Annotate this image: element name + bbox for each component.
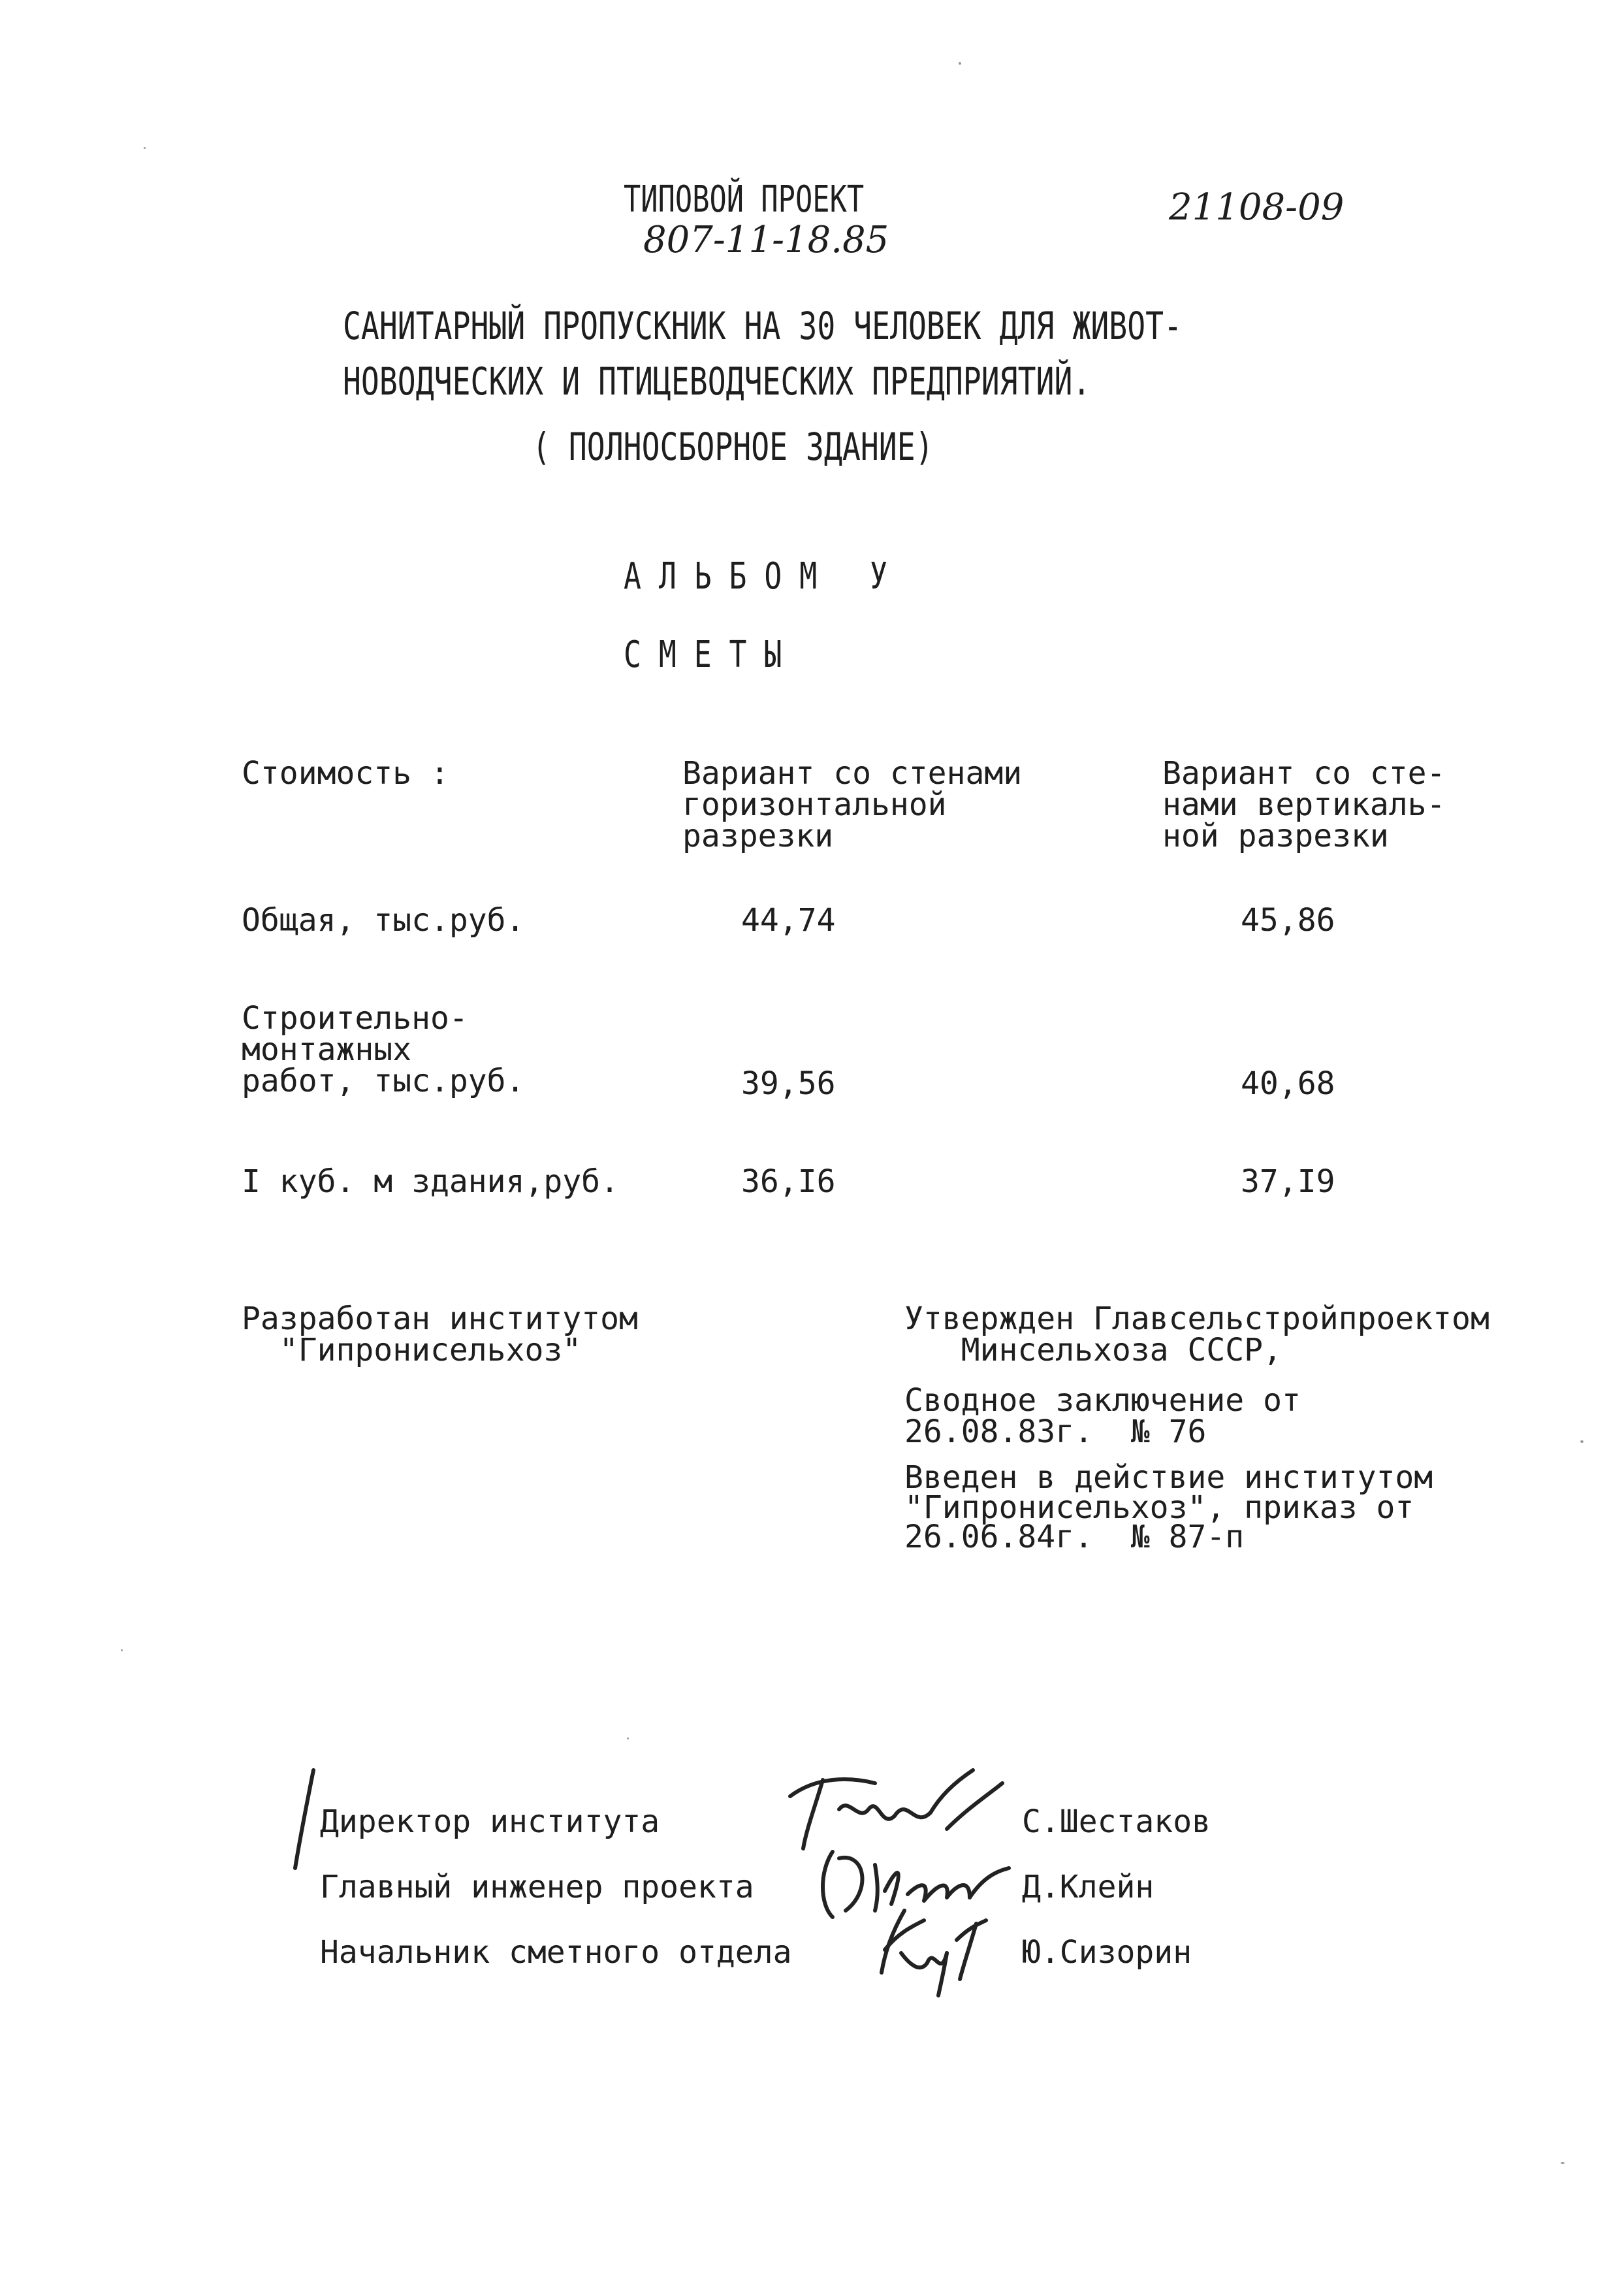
- scan-speck: [959, 62, 961, 65]
- cost-column1-header: Вариант со стенами горизонтальной разрезки: [682, 755, 1023, 854]
- signature-name: Ю.Сизорин: [1022, 1934, 1192, 1971]
- cost-column2-header: Вариант со сте- нами вертикаль- ной разрезки: [1162, 755, 1446, 854]
- cost-row-value1: 44,74: [741, 902, 836, 939]
- approval-conclusion: Сводное заключение от 26.08.83г. № 76: [904, 1382, 1301, 1450]
- album-label: АЛЬБОМ У: [624, 555, 905, 598]
- project-label: ТИПОВОЙ ПРОЕКТ: [624, 178, 865, 221]
- approval-approved: Утвержден Главсельстройпроектом Минсельхоза СССР,: [904, 1300, 1489, 1368]
- document-title-line3: ( ПОЛНОСБОРНОЕ ЗДАНИЕ): [532, 425, 934, 469]
- margin-mark: [287, 1764, 326, 1875]
- scan-speck: [1580, 1440, 1584, 1443]
- signature-name: С.Шестаков: [1022, 1803, 1211, 1840]
- scan-speck: [144, 147, 146, 149]
- signature-estimate-head: [865, 1901, 996, 1999]
- cost-header-label: Стоимость :: [242, 755, 449, 792]
- signature-name: Д.Клейн: [1022, 1869, 1154, 1905]
- signature-role: Директор института: [320, 1803, 660, 1840]
- scan-speck: [1561, 2162, 1565, 2164]
- cost-row-label: I куб. м здания,руб.: [242, 1163, 619, 1200]
- cost-row-value2: 37,I9: [1241, 1163, 1335, 1200]
- cost-row-value1: 39,56: [741, 1065, 836, 1102]
- scan-speck: [121, 1649, 123, 1651]
- developed-by: Разработан институтом "Гипронисельхоз": [242, 1300, 638, 1368]
- document-title-line2: НОВОДЧЕСКИХ И ПТИЦЕВОДЧЕСКИХ ПРЕДПРИЯТИЙ.: [343, 359, 1091, 404]
- signature-role: Начальник сметного отдела: [320, 1934, 792, 1971]
- signature-role: Главный инженер проекта: [320, 1869, 754, 1905]
- album-subtitle: СМЕТЫ: [624, 634, 800, 676]
- scan-speck: [627, 1737, 629, 1739]
- cost-row-label: Общая, тыс.руб.: [242, 902, 525, 939]
- cost-row-value2: 45,86: [1241, 902, 1335, 939]
- cost-row-value1: 36,I6: [741, 1163, 836, 1200]
- approval-introduced: Введен в действие институтом "Гипронисельхоз", приказ от 26.06.84г. № 87-п: [904, 1459, 1433, 1556]
- cost-row-label: Строительно- монтажных работ, тыс.руб.: [242, 1000, 525, 1099]
- project-number: 807-11-18.85: [643, 219, 889, 261]
- cost-row-value2: 40,68: [1241, 1065, 1335, 1102]
- document-title-line1: САНИТАРНЫЙ ПРОПУСКНИК НА 30 ЧЕЛОВЕК ДЛЯ ЖИВОТ-: [343, 304, 1183, 348]
- archive-number: 21108-09: [1169, 186, 1345, 229]
